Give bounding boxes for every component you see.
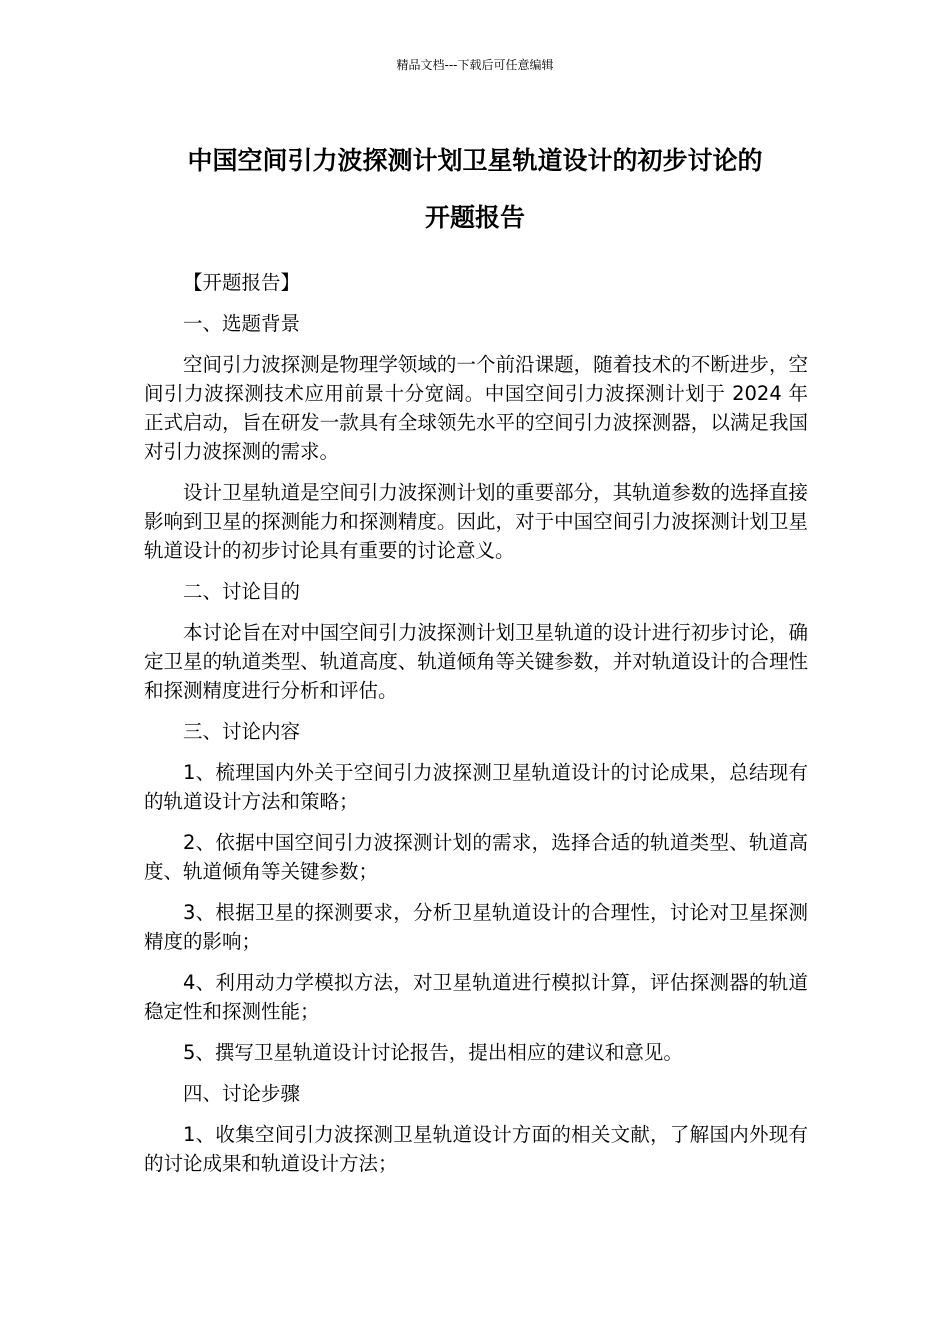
content-item-2: 2、依据中国空间引力波探测计划的需求，选择合适的轨道类型、轨道高度、轨道倾角等关键参数；	[144, 831, 808, 883]
content-item-3: 3、根据卫星的探测要求，分析卫星轨道设计的合理性，讨论对卫星探测精度的影响；	[144, 901, 808, 953]
title-line-1: 中国空间引力波探测计划卫星轨道设计的初步讨论的	[187, 146, 763, 175]
paragraph-background-2: 设计卫星轨道是空间引力波探测计划的重要部分，其轨道参数的选择直接影响到卫星的探测能力和探测精度。因此，对于中国空间引力波探测计划卫星轨道设计的初步讨论具有重要的讨论意义。	[144, 481, 808, 562]
report-label: 【开题报告】	[183, 271, 301, 294]
paragraph-background-1: 空间引力波探测是物理学领域的一个前沿课题，随着技术的不断进步，空间引力波探测技术应用前景十分宽阔。中国空间引力波探测计划于 2024 年正式启动，旨在研发一款具有全球领先水平的空间引力波探测器，以满足我国对引力波探测的需求。	[144, 353, 808, 463]
document-title	[130, 132, 820, 246]
section-heading-steps: 四、讨论步骤	[183, 1082, 301, 1105]
document-body	[144, 268, 808, 1190]
section-heading-purpose: 二、讨论目的	[183, 580, 301, 603]
title-line-2: 开题报告	[424, 203, 525, 232]
step-item-1: 1、收集空间引力波探测卫星轨道设计方面的相关文献，了解国内外现有的讨论成果和轨道设计方法；	[144, 1123, 808, 1175]
paragraph-purpose: 本讨论旨在对中国空间引力波探测计划卫星轨道的设计进行初步讨论，确定卫星的轨道类型、轨道高度、轨道倾角等关键参数，并对轨道设计的合理性和探测精度进行分析和评估。	[144, 621, 808, 702]
section-heading-background: 一、选题背景	[183, 312, 301, 335]
content-item-1: 1、梳理国内外关于空间引力波探测卫星轨道设计的讨论成果，总结现有的轨道设计方法和策略；	[144, 761, 808, 813]
header-note: 精品文档---下载后可任意编辑	[396, 58, 554, 72]
content-item-5: 5、撰写卫星轨道设计讨论报告，提出相应的建议和意见。	[183, 1041, 683, 1064]
section-heading-content: 三、讨论内容	[183, 720, 301, 743]
content-item-4: 4、利用动力学模拟方法，对卫星轨道进行模拟计算，评估探测器的轨道稳定性和探测性能；	[144, 971, 808, 1023]
